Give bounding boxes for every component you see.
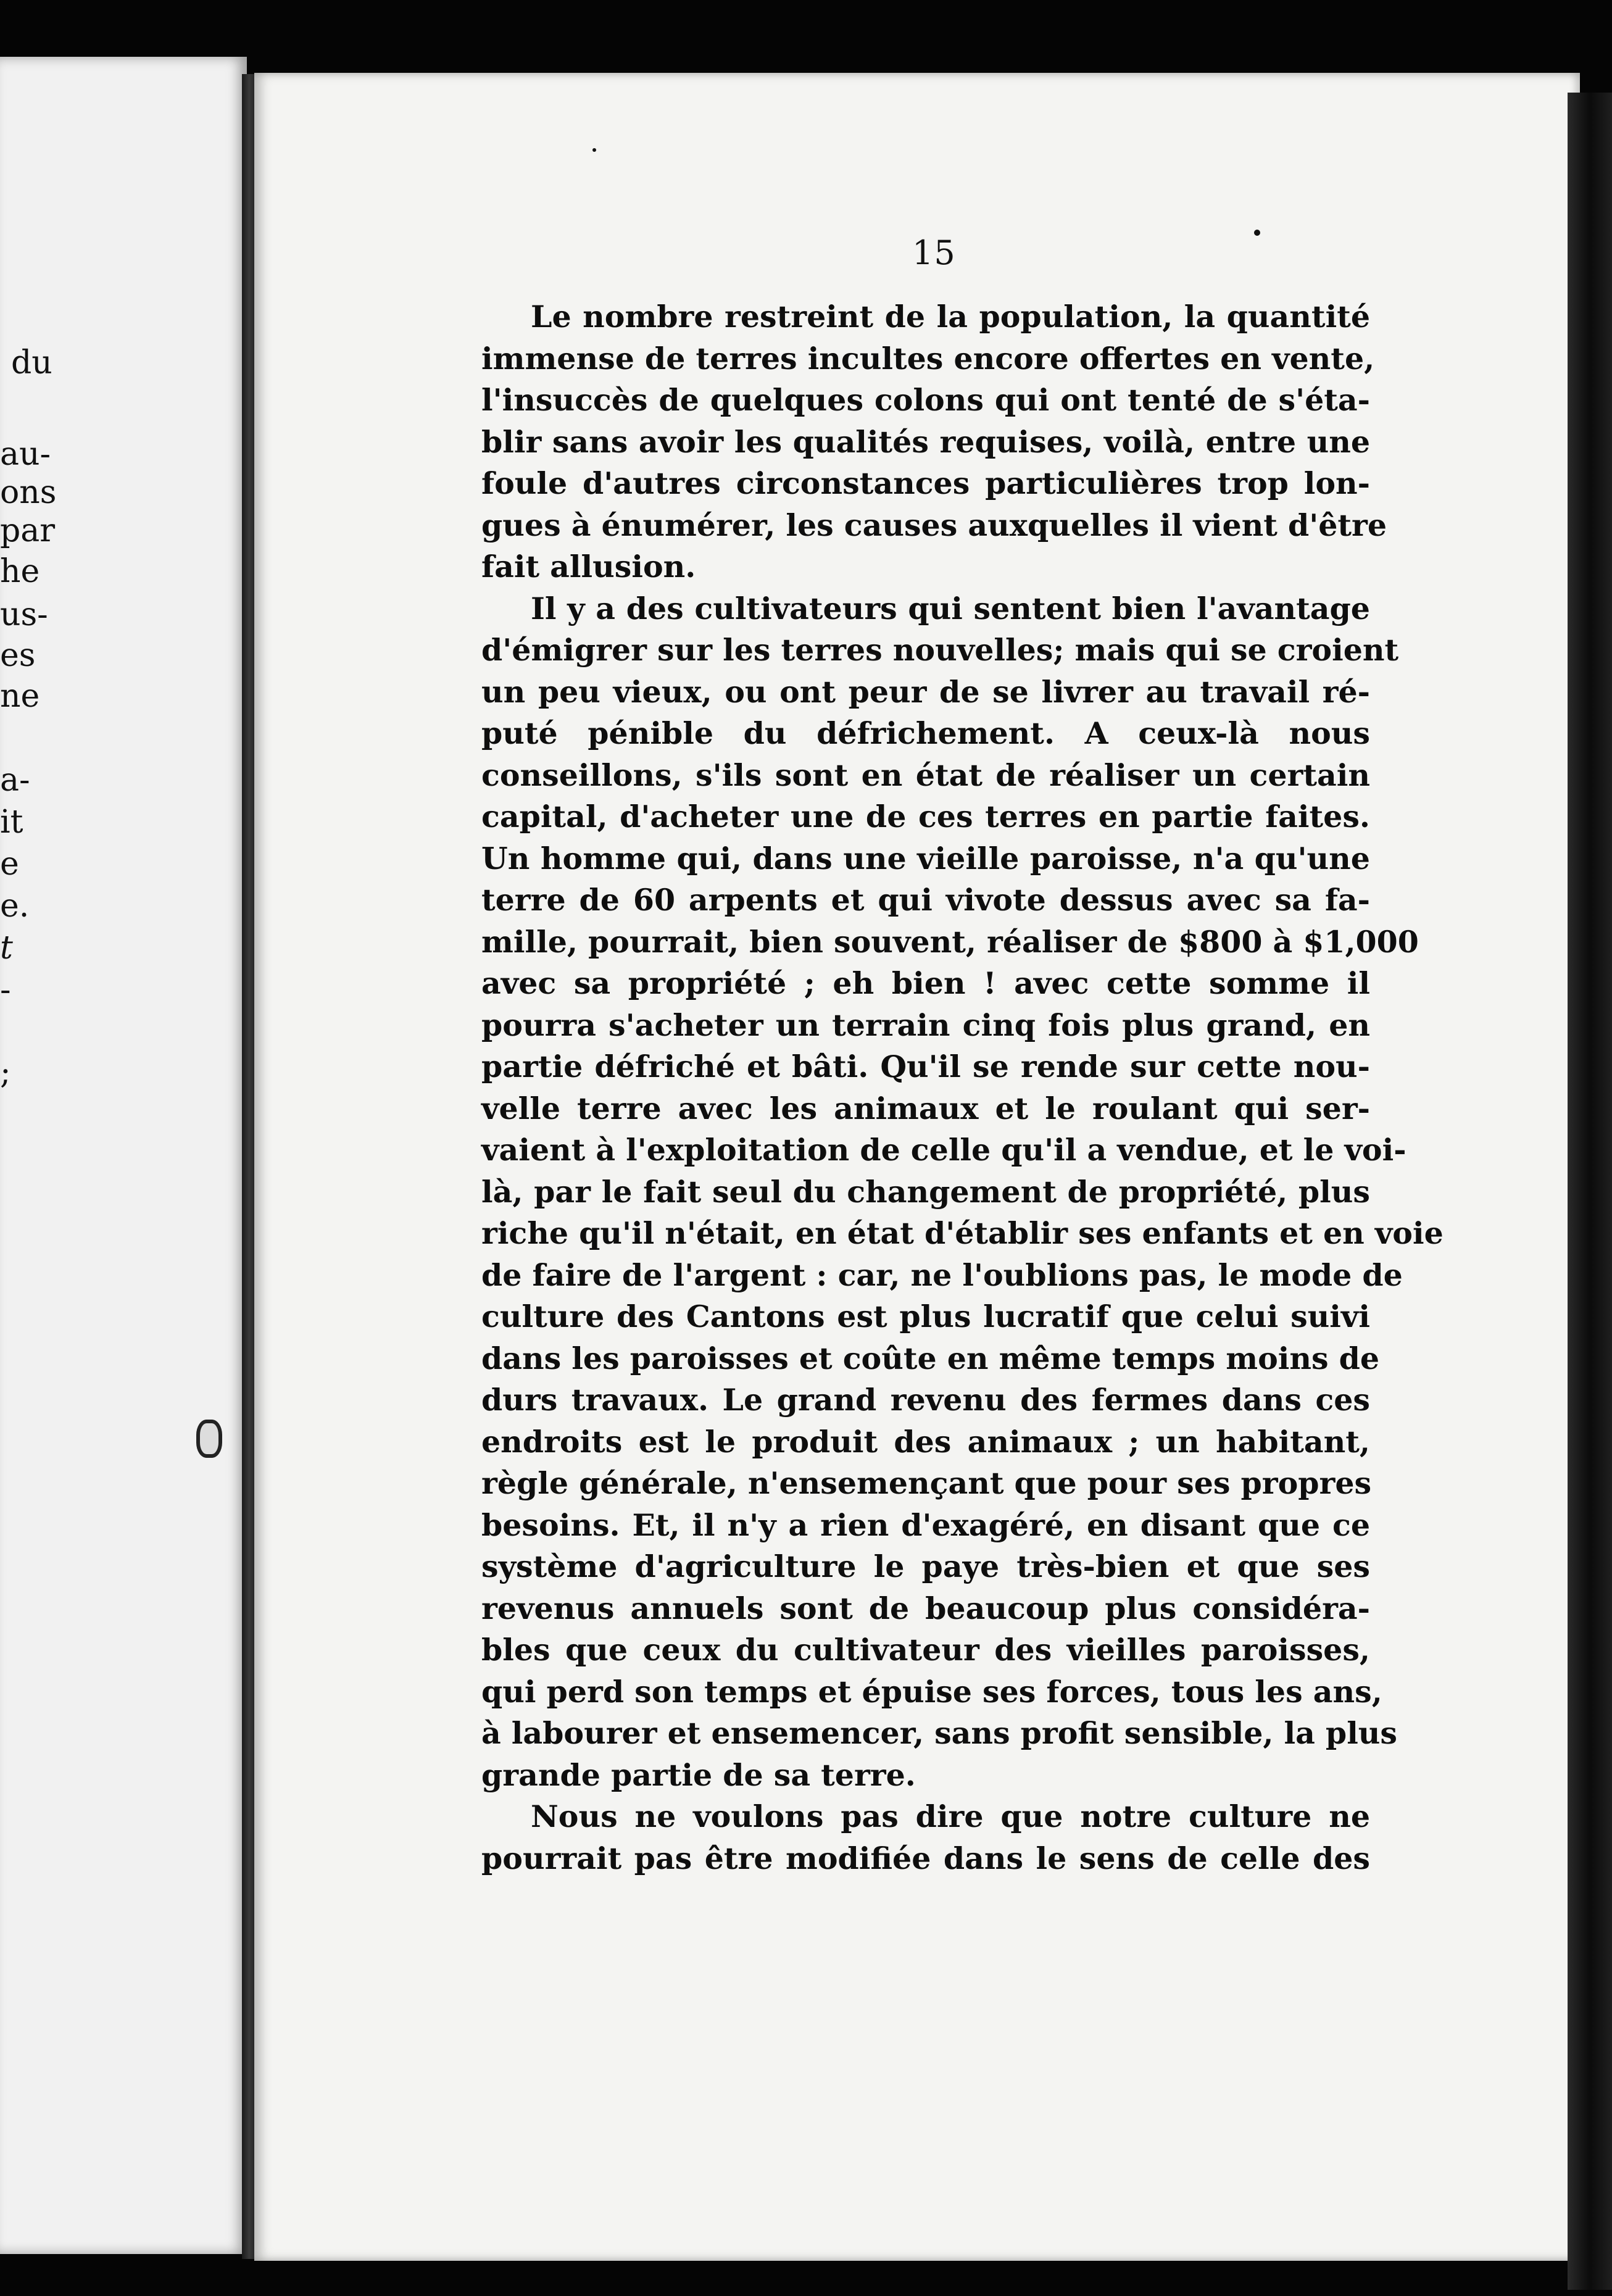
text-line: gues à énumérer, les causes auxquelles il vient d'être bbox=[481, 507, 1387, 543]
text-line: là, par le fait seul du changement de propriété, plus bbox=[481, 1173, 1370, 1210]
fragment-word: au- bbox=[0, 436, 51, 473]
body-text bbox=[481, 296, 1444, 1879]
fragment-word: e bbox=[0, 846, 19, 883]
text-line: fait allusion. bbox=[481, 549, 696, 584]
fragment-word: us- bbox=[0, 596, 48, 633]
text-line: d'émigrer sur les terres nouvelles; mais qui se croient bbox=[481, 632, 1399, 668]
left-facing-page-fragment bbox=[0, 57, 247, 2254]
text-line: bles que ceux du cultivateur des vieilles paroisses, bbox=[481, 1632, 1370, 1668]
text-line: mille, pourrait, bien souvent, réaliser de $800 à $1,000 bbox=[481, 923, 1419, 960]
fragment-word: it bbox=[0, 804, 23, 841]
paragraph-3 bbox=[481, 1796, 1370, 1879]
fragment-word: he bbox=[0, 553, 40, 590]
text-line: système d'agriculture le paye très-bien et que ses bbox=[481, 1549, 1370, 1584]
page-edge-shadow bbox=[1568, 93, 1612, 2290]
text-line: culture des Cantons est plus lucratif que celui suivi bbox=[481, 1299, 1370, 1334]
fragment-word: du bbox=[11, 344, 52, 381]
text-line: immense de terres incultes encore offertes en vente, bbox=[481, 340, 1375, 376]
text-line: vaient à l'exploitation de celle qu'il a vendue, et le voi- bbox=[481, 1132, 1406, 1168]
text-line: avec sa propriété ; eh bien ! avec cette somme il bbox=[481, 965, 1370, 1001]
text-line: durs travaux. Le grand revenu des fermes dans ces bbox=[481, 1382, 1370, 1418]
text-line: blir sans avoir les qualités requises, voilà, entre une bbox=[481, 423, 1370, 460]
paragraph-1 bbox=[481, 296, 1387, 588]
text-line: capital, d'acheter une de ces terres en partie faites. bbox=[481, 799, 1370, 834]
text-line: riche qu'il n'était, en état d'établir ses enfants et en voie bbox=[481, 1215, 1444, 1251]
text-line: qui perd son temps et épuise ses forces, tous les ans, bbox=[481, 1673, 1382, 1710]
fragment-word: t bbox=[0, 930, 13, 967]
fragment-word: par bbox=[0, 512, 56, 549]
text-line: pourrait pas être modifiée dans le sens de celle des bbox=[481, 1840, 1370, 1876]
text-line: l'insuccès de quelques colons qui ont tenté de s'éta- bbox=[481, 382, 1370, 418]
text-line: pourra s'acheter un terrain cinq fois plus grand, en bbox=[481, 1007, 1370, 1043]
fragment-word: ons bbox=[0, 474, 57, 511]
fragment-word: ne bbox=[0, 678, 40, 715]
ink-speck bbox=[1254, 230, 1260, 236]
paragraph-2 bbox=[481, 588, 1444, 1797]
text-line: un peu vieux, ou ont peur de se livrer au travail ré- bbox=[481, 673, 1370, 710]
text-line: Nous ne voulons pas dire que notre culture ne bbox=[531, 1799, 1370, 1834]
text-line: partie défriché et bâti. Qu'il se rende sur cette nou- bbox=[481, 1049, 1370, 1084]
text-line: foule d'autres circonstances particulières trop lon- bbox=[481, 465, 1370, 501]
ink-speck bbox=[592, 148, 596, 152]
text-line: règle générale, n'ensemençant que pour ses propres bbox=[481, 1465, 1372, 1501]
page-number: 15 bbox=[912, 233, 956, 272]
text-line: velle terre avec les animaux et le roulant qui ser- bbox=[481, 1090, 1370, 1126]
fragment-word: e. bbox=[0, 888, 30, 925]
fragment-word: ; bbox=[0, 1054, 11, 1091]
text-line: grande partie de sa terre. bbox=[481, 1757, 916, 1793]
text-line: de faire de l'argent : car, ne l'oublions pas, le mode de bbox=[481, 1257, 1403, 1293]
fragment-word: es bbox=[0, 637, 36, 674]
text-line: à labourer et ensemencer, sans profit sensible, la plus bbox=[481, 1715, 1398, 1751]
text-line: endroits est le produit des animaux ; un habitant, bbox=[481, 1423, 1370, 1460]
text-line: Un homme qui, dans une vieille paroisse, n'a qu'une bbox=[481, 840, 1370, 876]
text-line: conseillons, s'ils sont en état de réaliser un certain bbox=[481, 757, 1370, 793]
text-line: dans les paroisses et coûte en même temps moins de bbox=[481, 1340, 1380, 1376]
text-line: puté pénible du défrichement. A ceux-là nous bbox=[481, 715, 1370, 751]
fragment-word: a- bbox=[0, 762, 30, 799]
text-line: Le nombre restreint de la population, la quantité bbox=[531, 299, 1370, 335]
text-line: besoins. Et, il n'y a rien d'exagéré, en disant que ce bbox=[481, 1507, 1370, 1543]
text-line: revenus annuels sont de beaucoup plus considéra- bbox=[481, 1590, 1370, 1626]
binding-hole bbox=[196, 1420, 222, 1458]
fragment-word: - bbox=[0, 971, 11, 1009]
text-line: Il y a des cultivateurs qui sentent bien l'avantage bbox=[531, 590, 1370, 626]
text-line: terre de 60 arpents et qui vivote dessus avec sa fa- bbox=[481, 882, 1370, 918]
